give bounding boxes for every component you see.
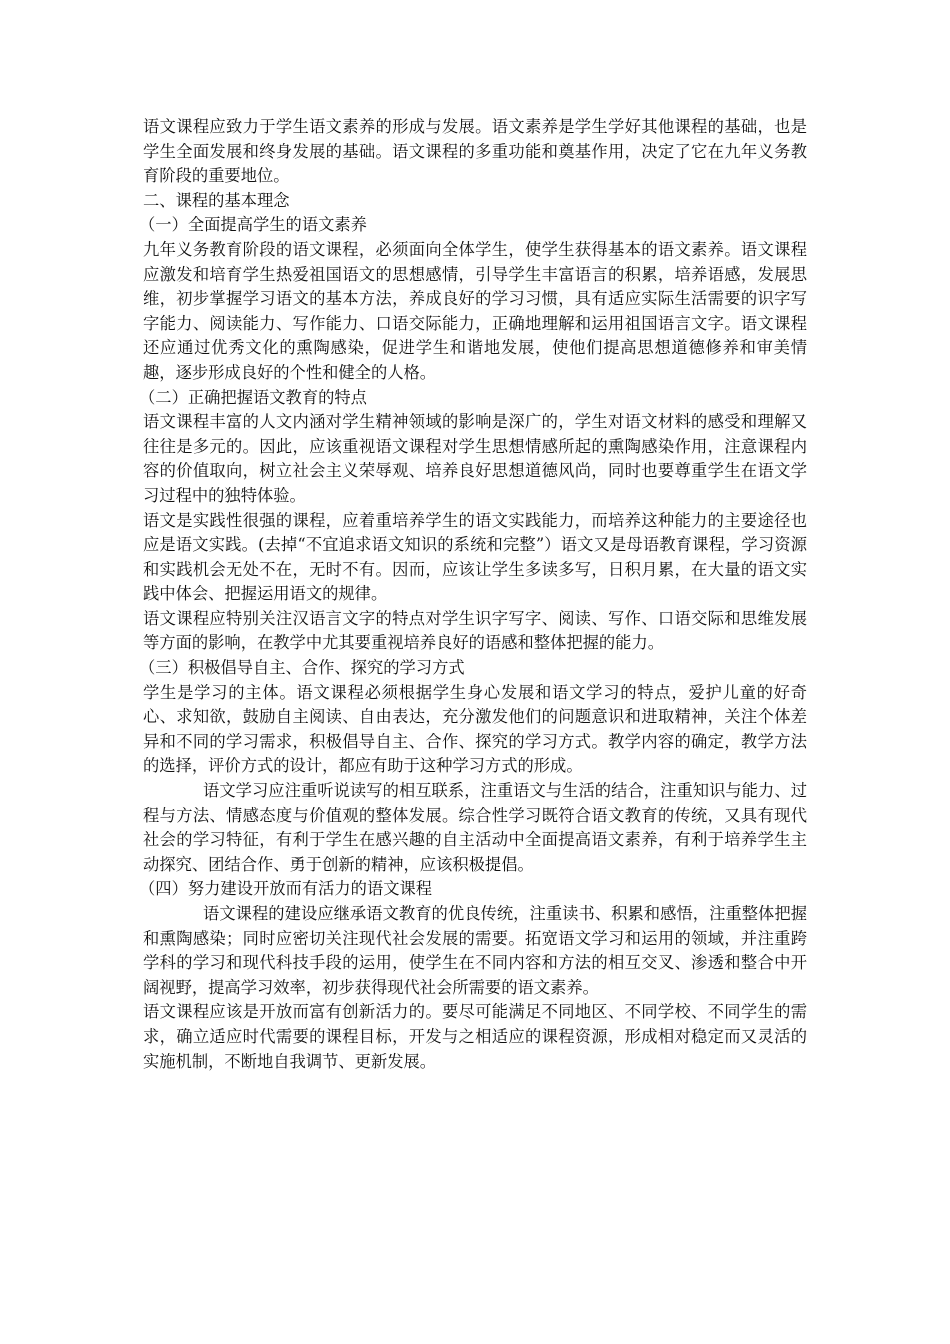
subsection-heading-3: （三）积极倡导自主、合作、探究的学习方式 xyxy=(139,658,465,678)
section-heading: 二、课程的基本理念 xyxy=(143,190,290,210)
subsection-heading-2: （二）正确把握语文教育的特点 xyxy=(139,387,367,407)
paragraph-chinese-characters: 语文课程应特别关注汉语言文字的特点对学生识字写字、阅读、写作、口语交际和思维发展等方面的影响，在教学中尤其要重视培养良好的语感和整体把握的能力。 xyxy=(143,608,807,653)
paragraph-learning-subject: 学生是学习的主体。语文课程必须根据学生身心发展和语文学习的特点，爱护儿童的好奇心、求知欲，鼓励自主阅读、自由表达，充分激发他们的问题意识和进取精神，关注个体差异和不同的学习需求，积极倡导自主、合作、探究的学习方式。教学内容的确定，教学方法的选择，评价方式的设计，都应有助于这种学习方式的形成。 xyxy=(143,682,807,776)
subsection-heading-4: （四）努力建设开放而有活力的语文课程 xyxy=(139,879,433,899)
paragraph-intro: 语文课程应致力于学生语文素养的形成与发展。语文素养是学生学好其他课程的基础，也是学生全面发展和终身发展的基础。语文课程的多重功能和奠基作用，决定了它在九年义务教育阶段的重要地位。 xyxy=(143,117,807,186)
paragraph-humanities: 语文课程丰富的人文内涵对学生精神领域的影响是深广的，学生对语文材料的感受和理解又往往是多元的。因此，应该重视语文课程对学生思想情感所起的熏陶感染作用，注意课程内容的价值取向，树立社会主义荣辱观、培养良好思想道德风尚，同时也要尊重学生在语文学习过程中的独特体验。 xyxy=(143,412,807,505)
subsection-heading-1: （一）全面提高学生的语文素养 xyxy=(139,215,367,235)
paragraph-literacy: 九年义务教育阶段的语文课程，必须面向全体学生，使学生获得基本的语文素养。语文课程应激发和培育学生热爱祖国语文的思想感情，引导学生丰富语言的积累，培养语感，发展思维，初步掌握学习语文的基本方法，养成良好的学习习惯，具有适应实际生活需要的识字写字能力、阅读能力、写作能力、口语交际能力，正确地理解和运用祖国语言文字。语文课程还应通过优秀文化的熏陶感染，促进学生和谐地发展，使他们提高思想道德修养和审美情趣，逐步形成良好的个性和健全的人格。 xyxy=(143,239,807,382)
paragraph-open-curriculum: 语文课程应该是开放而富有创新活力的。要尽可能满足不同地区、不同学校、不同学生的需求，确立适应时代需要的课程目标，开发与之相适应的课程资源，形成相对稳定而又灵活的实施机制，不断地自我调节、更新发展。 xyxy=(143,1002,807,1071)
paragraph-integrated-learning: 语文学习应注重听说读写的相互联系，注重语文与生活的结合，注重知识与能力、过程与方法、情感态度与价值观的整体发展。综合性学习既符合语文教育的传统，又具有现代社会的学习特征，有利于学生在感兴趣的自主活动中全面提高语文素养，有利于培养学生主动探究、团结合作、勇于创新的精神，应该积极提倡。 xyxy=(143,781,807,874)
paragraph-curriculum-building: 语文课程的建设应继承语文教育的优良传统，注重读书、积累和感悟，注重整体把握和熏陶感染；同时应密切关注现代社会发展的需要。拓宽语文学习和运用的领域，并注重跨学科的学习和现代科技手段的运用，使学生在不同内容和方法的相互交叉、渗透和整合中开阔视野，提高学习效率，初步获得现代社会所需要的语文素养。 xyxy=(143,904,807,997)
document-body xyxy=(139,115,807,1074)
paragraph-practice: 语文是实践性很强的课程，应着重培养学生的语文实践能力，而培养这种能力的主要途径也应是语文实践。(去掉“不宜追求语文知识的系统和完整”）语文又是母语教育课程，学习资源和实践机会无处不在，无时不有。因而，应该让学生多读多写，日积月累，在大量的语文实践中体会、把握运用语文的规律。 xyxy=(143,510,807,604)
